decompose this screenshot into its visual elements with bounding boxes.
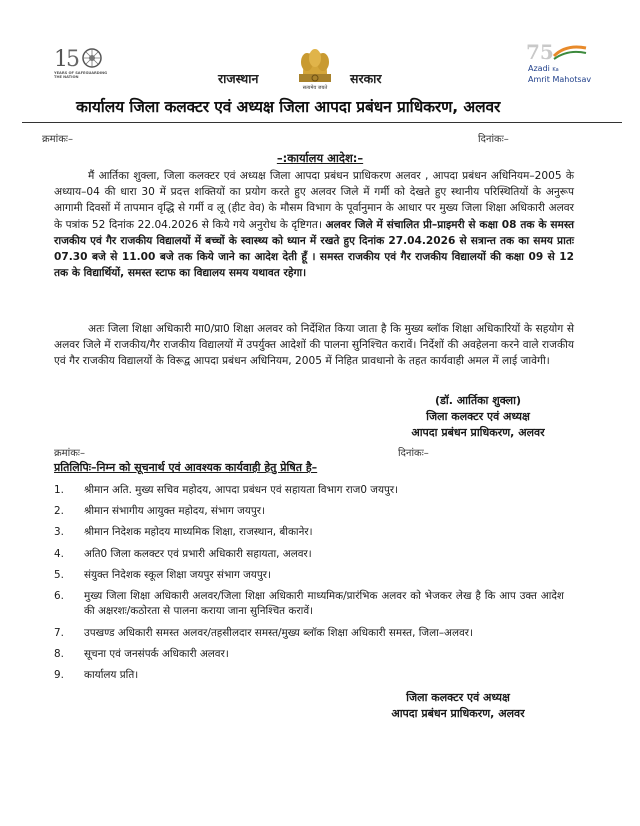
copy-list-item-text: उपखण्ड अधिकारी समस्त अलवर/तहसीलदार समस्त/मुख्य ब्लॉक शिक्षा अधिकारी समस्त, जिला–अलवर। [84,626,473,639]
copy-list-item-text: अति0 जिला कलक्टर एवं प्रभारी अधिकारी सहायता, अलवर। [84,547,312,560]
copy-list-item-number: 6. [54,590,64,603]
copy-list-item [54,547,564,562]
order-paragraph-1-bold: अलवर जिले में संचालित प्री–प्राइमरी से कक्षा 08 तक के समस्त राजकीय एवं गैर राजकीय विद्यालयों में बच्चों के स्वास्थ्य को ध्यान में रखते हुए दिनांक 27.04.2026 से सत्रान्त तक का समय प्रातः 07.30 बजे से 11.00 बजे तक किये जाने का आदेश देती हूँ । समस्त राजकीय एवं गैर राजकीय विद्यालयों की कक्षा 09 से 12 तक के विद्यार्थियों, समस्त स्टाफ का विद्यालय समय यथावत रहेगा। [54,218,574,280]
kramank-label-2: क्रमांकः– [54,448,85,459]
logo-right-text-3: Amrit Mahotsav [528,75,592,84]
150-years-logo [52,44,114,84]
logo-right-text-1: Azadi [528,64,550,73]
copy-list-item-text: श्रीमान संभागीय आयुक्त महोदय, संभाग जयपुर। [84,505,265,518]
kramank-label: क्रमांकः– [42,134,73,145]
signature-2-designation: जिला कलक्टर एवं अध्यक्ष [406,691,510,704]
signatory-authority: आपदा प्रबंधन प्राधिकरण, अलवर [411,426,545,439]
copy-list-item [54,504,564,519]
copy-list-item [54,483,564,498]
copy-list-item-number: 4. [54,547,64,560]
copy-list-item-number: 9. [54,669,64,682]
logo-right-number: 75 [526,40,554,64]
header-rajasthan: राजस्थान [218,71,259,86]
signature-block-1 [368,393,588,441]
copy-list-item-number: 2. [54,505,64,518]
national-emblem [289,44,341,94]
logo-right-text-2: Ka [552,67,559,73]
dinank-label: दिनांकः– [478,134,509,145]
signatory-name: (डॉ. आर्तिका शुक्ला) [434,394,522,407]
copy-list-item [54,525,564,540]
copy-list-item-number: 8. [54,647,64,660]
copy-list [54,483,564,689]
order-paragraph-2: अतः जिला शिक्षा अधिकारी मा0/प्रा0 शिक्षा अलवर को निर्देशित किया जाता है कि मुख्य ब्लॉक शिक्षा अधिकारियों के सहयोग से अलवर जिले में राजकीय/गैर राजकीय विद्यालयों में उपर्युक्त आदेशों की पालना सुनिश्चित करावें। निर्देशों की अवहेलना करने वाले राजकीय एवं गैर राजकीय विद्यालयों के विरूद्व आपदा प्रबंधन अधिनियम, 2005 में निहित प्रावधानो के तहत कार्यवाही अमल में लाई जावेगी। [54,323,574,368]
copy-list-item-number: 7. [54,626,64,639]
signatory-designation: जिला कलक्टर एवं अध्यक्ष [426,410,530,423]
order-paragraph-1-normal: मैं आर्तिका शुक्ला, जिला कलक्टर एवं अध्यक्ष जिला आपदा प्रबंधन प्राधिकरण अलवर , आपदा प्रबंधन अधिनियम–2005 के अध्याय–04 की धारा 30 में प्रदत्त शक्तियों का प्रयोग करते हुए अलवर जिले में गर्मी को देखते हुए स्थानीय परिस्थितियों के अनुरूप आगामी दिवसों में तापमान वृद्धि से गर्मी व लू (हीट वेव) के मौसम विभाग के पूर्वानुमान के आधार पर मुख्य जिला शिक्षा अधिकारी अलवर के पत्रांक 52 दिनांक 22.04.2026 से किये गये अनुरोध के दृष्टिगत। [54,170,574,231]
emblem-caption: सत्यमेव जयते [302,85,328,91]
copy-list-item [54,668,564,683]
order-paragraph-1 [54,168,574,281]
copy-list-item [54,589,564,620]
svg-text:5: 5 [66,47,80,72]
copy-list-item-number: 1. [54,484,64,496]
signature-block-2 [348,690,568,722]
copy-heading: प्रतिलिपिः–निम्न को सूचनार्थ एवं आवश्यक कार्यवाही हेतु प्रेषित है– [54,461,318,474]
copy-list-item [54,568,564,583]
header-divider [22,122,622,123]
dinank-label-2: दिनांकः– [398,448,429,459]
svg-text:1: 1 [54,47,68,72]
office-title: कार्यालय जिला कलक्टर एवं अध्यक्ष जिला आपदा प्रबंधन प्राधिकरण, अलवर [76,98,501,116]
copy-list-item-text: सूचना एवं जनसंपर्क अधिकारी अलवर। [84,647,229,660]
copy-list-item-text: संयुक्त निदेशक स्कूल शिक्षा जयपुर संभाग जयपुर। [84,568,271,581]
copy-list-item-number: 5. [54,568,64,581]
copy-list-item-text: श्रीमान निदेशक महोदय माध्यमिक शिक्षा, राजस्थान, बीकानेर। [84,526,313,539]
copy-list-item-text: मुख्य जिला शिक्षा अधिकारी अलवर/जिला शिक्षा अधिकारी माध्यमिक/प्रारंभिक अलवर को भेजकर लेख है कि आप उक्त आदेश की अक्षरशः/कठोरता से पालना कराया जाना सुनिश्चित करावें। [84,590,564,618]
header-sarkar: सरकार [350,71,382,86]
signature-2-authority: आपदा प्रबंधन प्राधिकरण, अलवर [391,707,525,720]
copy-list-item [54,626,564,641]
azadi-ka-amrit-mahotsav-logo [522,40,592,90]
copy-list-item-number: 3. [54,526,64,539]
copy-list-item [54,647,564,662]
copy-list-item-text: कार्यालय प्रति। [84,669,139,682]
logo-left-caption: YEARS OF SAFEGUARDING THE NATION [54,71,108,79]
order-title: –:कार्यालय आदेश:– [276,151,364,165]
copy-list-item-text: श्रीमान अति. मुख्य सचिव महोदय, आपदा प्रबंधन एवं सहायता विभाग राज0 जयपुर। [84,484,399,496]
